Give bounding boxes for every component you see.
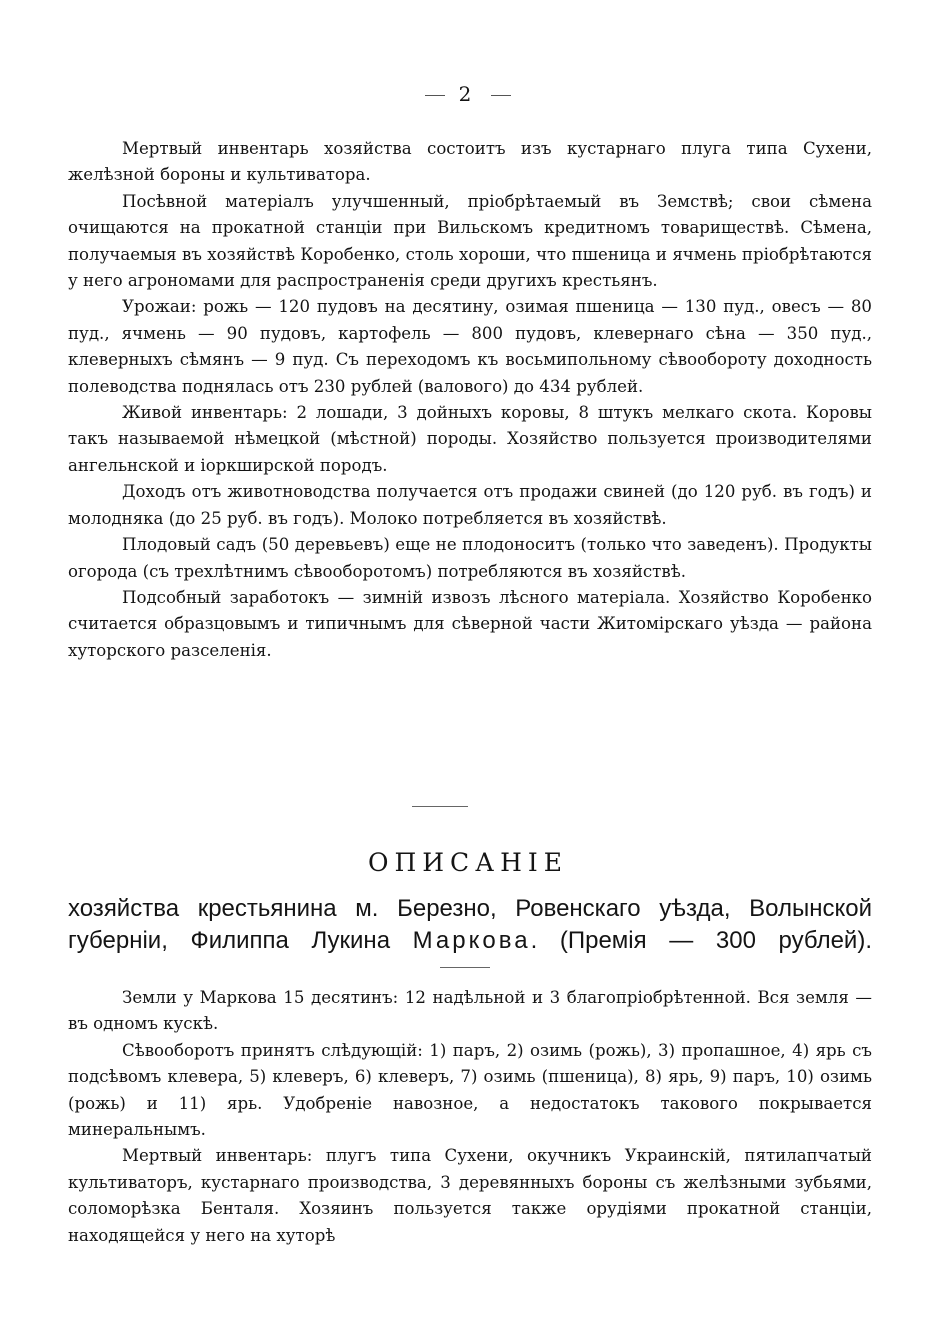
subtitle-divider xyxy=(440,967,490,968)
paragraph-livestock: Живой инвентарь: 2 лошади, 3 дойныхъ коровы, 8 штукъ мелкаго скота. Коровы такъ называемой нѣмецкой (мѣстной) породы. Хозяйство пользуется производителями ангельнской и іоркширской породъ. xyxy=(68,403,872,475)
subtitle-line-1: хозяйства крестьянина м. Березно, Ровенскаго уѣзда, Волынской xyxy=(68,895,872,922)
subtitle-line-2-end: . (Премія — 300 рублей). xyxy=(530,927,872,954)
section-subtitle xyxy=(68,893,872,957)
subtitle-owner-name: Маркова xyxy=(412,927,531,954)
paragraph-dead-inventory: Мертвый инвентарь хозяйства состоитъ изъ кустарнаго плуга типа Сухени, желѣзной бороны и культиватора. xyxy=(68,139,872,185)
page-number-right-dash xyxy=(491,95,511,96)
paragraph-equipment: Мертвый инвентарь: плугъ типа Сухени, окучникъ Украинскій, пятилапчатый культиваторъ, кустарнаго производства, 3 деревянныхъ бороны съ желѣзными зубьями, соломорѣзка Бенталя. Хозяинъ пользуется также орудіями прокатной станціи, находящейся у него на хуторѣ xyxy=(68,1146,872,1245)
paragraph-crop-rotation: Сѣвооборотъ принятъ слѣдующій: 1) паръ, 2) озимь (рожь), 3) пропашное, 4) ярь съ подсѣвомъ клевера, 5) клеверъ, 6) клеверъ, 7) озимь (пшеница), 8) ярь, 9) паръ, 10) озимь (рожь) и 11) ярь. Удобреніе навозное, а недостатокъ такового покрывается минеральнымъ. xyxy=(68,1040,872,1140)
page-number xyxy=(0,82,936,106)
paragraph-orchard: Плодовый садъ (50 деревьевъ) еще не плодоноситъ (только что заведенъ). Продукты огорода (съ трехлѣтнимъ сѣвооборотомъ) потребляются въ хозяйствѣ. xyxy=(68,535,872,581)
page-number-left-dash xyxy=(425,95,445,96)
page-number-value: 2 xyxy=(458,82,478,106)
section-1-body xyxy=(68,136,872,664)
section-2-body xyxy=(68,985,872,1249)
subtitle-line-2 xyxy=(68,925,872,957)
paragraph-seed-material: Посѣвной матеріалъ улучшенный, пріобрѣтаемый въ Земствѣ; свои сѣмена очищаются на прокатной станціи при Вильскомъ кредитномъ товариществѣ. Сѣмена, получаемыя въ хозяйствѣ Коробенко, столь хороши, что пшеница и ячмень пріобрѣтаются у него агрономами для распространенія среди другихъ крестьянъ. xyxy=(68,191,872,291)
paragraph-side-income: Подсобный заработокъ — зимній извозъ лѣсного матеріала. Хозяйство Коробенко считается образцовымъ и типичнымъ для сѣверной части Житомірскаго уѣзда — района хуторского разселенія. xyxy=(68,587,872,660)
paragraph-land: Земли у Маркова 15 десятинъ: 12 надѣльной и 3 благопріобрѣтенной. Вся земля — въ одномъ кускѣ. xyxy=(68,988,872,1034)
subtitle-line-2-start: губерніи, Филиппа Лукина xyxy=(68,927,413,954)
section-title: ОПИСАНІЕ xyxy=(367,848,569,877)
paragraph-livestock-income: Доходъ отъ животноводства получается отъ продажи свиней (до 120 руб. въ годъ) и молодняка (до 25 руб. въ годъ). Молоко потребляется въ хозяйствѣ. xyxy=(68,482,872,528)
section-divider xyxy=(412,806,468,807)
paragraph-harvest: Урожаи: рожь — 120 пудовъ на десятину, озимая пшеница — 130 пуд., овесъ — 80 пуд., ячмень — 90 пудовъ, картофель — 800 пудовъ, клевернаго сѣна — 350 пуд., клеверныхъ сѣмянъ — 9 пуд. Съ переходомъ къ восьмипольному сѣвообороту доходность полеводства поднялась отъ 230 рублей (валового) до 434 рублей. xyxy=(68,297,872,396)
